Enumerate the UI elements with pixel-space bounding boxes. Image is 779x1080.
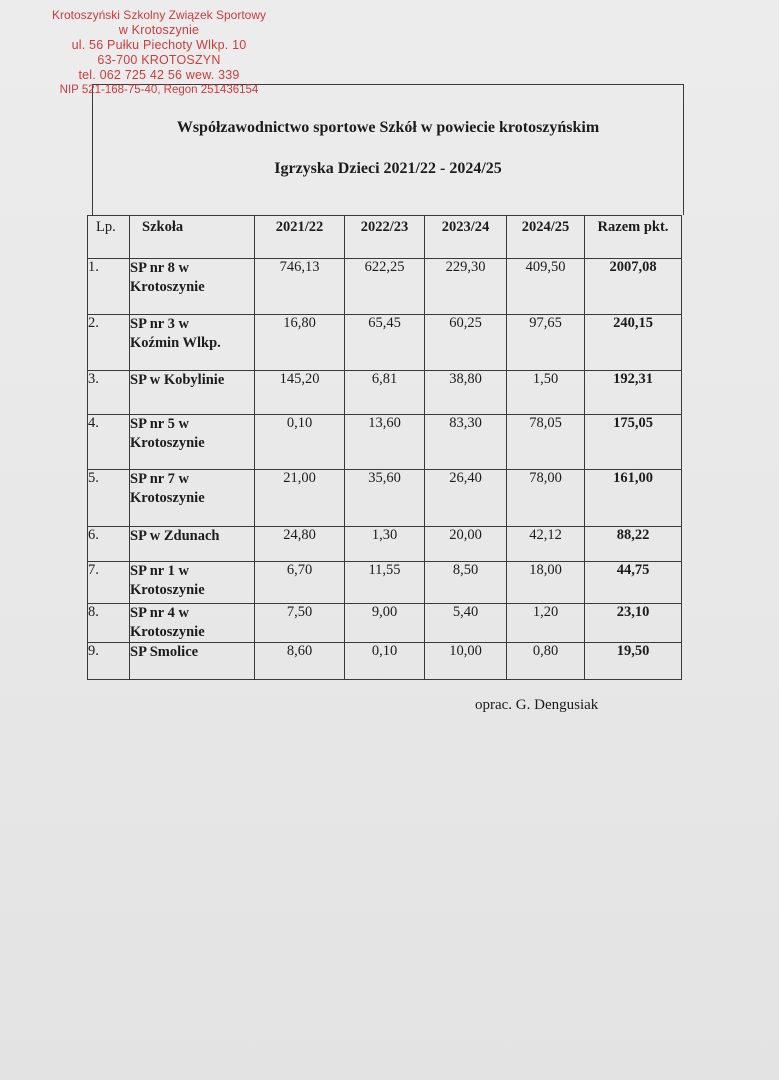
points-2023-24: 5,40	[425, 604, 507, 643]
author-note: oprac. G. Dengusiak	[475, 697, 599, 713]
row-number: 3.	[88, 371, 130, 415]
points-2022-23: 622,25	[345, 259, 425, 315]
school-name	[130, 371, 255, 415]
points-2024-25: 78,00	[507, 470, 585, 527]
school-name-line: SP nr 8 w	[130, 260, 189, 276]
document-title: Współzawodnictwo sportowe Szkół w powiecie krotoszyńskim	[176, 119, 600, 136]
table-row	[88, 527, 682, 562]
points-2021-22: 145,20	[255, 371, 345, 415]
points-2021-22: 8,60	[255, 643, 345, 680]
points-2023-24: 38,80	[425, 371, 507, 415]
stamp-line: w Krotoszynie	[118, 23, 200, 37]
points-2024-25: 18,00	[507, 562, 585, 604]
points-total: 19,50	[585, 643, 682, 680]
school-name-line: SP nr 5 w	[130, 416, 189, 432]
school-name	[130, 415, 255, 470]
table-row	[88, 562, 682, 604]
stamp-line: NIP 521-168-75-40, Regon 251436154	[59, 84, 259, 96]
table-header-row	[88, 216, 682, 259]
points-total: 175,05	[585, 415, 682, 470]
stamp-line: ul. 56 Pułku Piechoty Wlkp. 10	[71, 38, 247, 52]
points-2024-25: 1,50	[507, 371, 585, 415]
school-name-line: SP nr 4 w	[130, 605, 189, 621]
points-2024-25: 42,12	[507, 527, 585, 562]
points-2023-24: 26,40	[425, 470, 507, 527]
school-name	[130, 470, 255, 527]
header-total: Razem pkt.	[585, 216, 682, 259]
points-2024-25: 409,50	[507, 259, 585, 315]
points-total: 23,10	[585, 604, 682, 643]
header-school: Szkoła	[130, 216, 255, 259]
points-2022-23: 11,55	[345, 562, 425, 604]
school-name	[130, 604, 255, 643]
header-2022-23: 2022/23	[345, 216, 425, 259]
school-name-line: Krotoszynie	[130, 435, 205, 451]
points-2021-22: 24,80	[255, 527, 345, 562]
points-2021-22: 746,13	[255, 259, 345, 315]
header-2021-22: 2021/22	[255, 216, 345, 259]
row-number: 6.	[88, 527, 130, 562]
school-name	[130, 643, 255, 680]
points-total: 2007,08	[585, 259, 682, 315]
points-2024-25: 0,80	[507, 643, 585, 680]
title-frame	[92, 84, 684, 215]
school-name	[130, 562, 255, 604]
school-name-line: Krotoszynie	[130, 582, 205, 598]
school-name-line: SP nr 7 w	[130, 471, 189, 487]
points-2021-22: 21,00	[255, 470, 345, 527]
points-2021-22: 0,10	[255, 415, 345, 470]
school-name-line: Koźmin Wlkp.	[130, 335, 221, 351]
stamp-line: Krotoszyński Szkolny Związek Sportowy	[51, 8, 267, 22]
points-2024-25: 97,65	[507, 315, 585, 371]
points-2021-22: 6,70	[255, 562, 345, 604]
points-total: 44,75	[585, 562, 682, 604]
school-name	[130, 527, 255, 562]
row-number: 2.	[88, 315, 130, 371]
school-name-line: Krotoszynie	[130, 624, 205, 640]
school-name-line: SP w Zdunach	[130, 528, 220, 544]
row-number: 4.	[88, 415, 130, 470]
stamp-line: tel. 062 725 42 56 wew. 339	[78, 68, 240, 82]
header-lp: Lp.	[88, 216, 130, 259]
points-total: 161,00	[585, 470, 682, 527]
points-2021-22: 16,80	[255, 315, 345, 371]
header-2024-25: 2024/25	[507, 216, 585, 259]
school-name-line: SP Smolice	[130, 644, 199, 660]
document-subtitle: Igrzyska Dzieci 2021/22 - 2024/25	[274, 160, 502, 177]
table-row	[88, 604, 682, 643]
points-2023-24: 10,00	[425, 643, 507, 680]
points-2024-25: 1,20	[507, 604, 585, 643]
points-total: 240,15	[585, 315, 682, 371]
stamp-line: 63-700 KROTOSZYN	[97, 53, 221, 67]
points-2023-24: 20,00	[425, 527, 507, 562]
table-row	[88, 415, 682, 470]
points-2023-24: 229,30	[425, 259, 507, 315]
points-2023-24: 60,25	[425, 315, 507, 371]
points-2022-23: 13,60	[345, 415, 425, 470]
points-2022-23: 9,00	[345, 604, 425, 643]
school-name-line: Krotoszynie	[130, 279, 205, 295]
points-2022-23: 0,10	[345, 643, 425, 680]
table-row	[88, 470, 682, 527]
points-2022-23: 35,60	[345, 470, 425, 527]
points-2022-23: 1,30	[345, 527, 425, 562]
school-name-line: Krotoszynie	[130, 490, 205, 506]
row-number: 1.	[88, 259, 130, 315]
table-row	[88, 371, 682, 415]
row-number: 7.	[88, 562, 130, 604]
school-name-line: SP w Kobylinie	[130, 372, 225, 388]
table-row	[88, 643, 682, 680]
points-2023-24: 83,30	[425, 415, 507, 470]
school-association-stamp	[44, 8, 274, 98]
header-2023-24: 2023/24	[425, 216, 507, 259]
row-number: 8.	[88, 604, 130, 643]
row-number: 9.	[88, 643, 130, 680]
school-name-line: SP nr 1 w	[130, 563, 189, 579]
row-number: 5.	[88, 470, 130, 527]
school-name	[130, 259, 255, 315]
points-2023-24: 8,50	[425, 562, 507, 604]
school-name	[130, 315, 255, 371]
points-2024-25: 78,05	[507, 415, 585, 470]
table-row	[88, 259, 682, 315]
results-table	[87, 215, 682, 680]
points-total: 88,22	[585, 527, 682, 562]
points-2021-22: 7,50	[255, 604, 345, 643]
points-2022-23: 65,45	[345, 315, 425, 371]
points-2022-23: 6,81	[345, 371, 425, 415]
school-name-line: SP nr 3 w	[130, 316, 189, 332]
points-total: 192,31	[585, 371, 682, 415]
table-row	[88, 315, 682, 371]
